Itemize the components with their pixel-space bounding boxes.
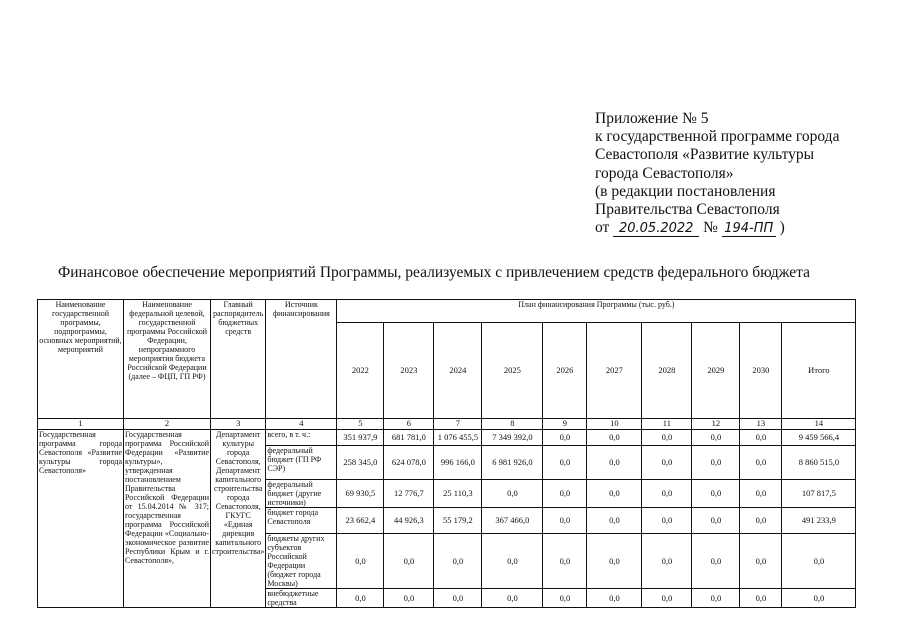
column-number: 14 [782,419,856,430]
page-title: Финансовое обеспечение мероприятий Программы, реализуемых с привлечением средств федерального бюджета [58,264,811,281]
value-cell: 1 076 455,5 [434,430,482,446]
value-cell: 0,0 [740,480,782,508]
value-cell: 996 166,0 [434,446,482,480]
header-plan: План финансирования Программы (тыс. руб.) [337,300,856,323]
value-cell: 6 981 926,0 [482,446,543,480]
value-cell: 0,0 [434,534,482,589]
column-number: 12 [692,419,740,430]
value-cell: 0,0 [587,480,642,508]
value-cell: 0,0 [642,534,692,589]
value-cell: 0,0 [587,508,642,534]
header-year: 2025 [482,323,543,419]
value-cell: 258 345,0 [337,446,384,480]
value-cell: 0,0 [543,430,587,446]
value-cell: 681 781,0 [384,430,434,446]
value-cell: 44 926,3 [384,508,434,534]
value-cell: 0,0 [692,480,740,508]
value-cell: 0,0 [587,589,642,608]
value-cell: 0,0 [543,446,587,480]
total-cell: 0,0 [782,589,856,608]
program-name-cell: Государственная программа города Севастополя «Развитие культуры города Севастополя» [38,430,124,608]
value-cell: 0,0 [642,508,692,534]
value-cell: 0,0 [384,589,434,608]
value-cell: 0,0 [692,508,740,534]
appendix-line: Приложение № 5 [595,110,709,127]
total-cell: 8 860 515,0 [782,446,856,480]
column-numbers-row [38,419,856,430]
value-cell: 23 662,4 [337,508,384,534]
source-cell: внебюджетные средства [266,589,337,608]
value-cell: 0,0 [740,446,782,480]
value-cell: 0,0 [482,589,543,608]
source-cell: всего, в т. ч.: [266,430,337,446]
fcp-cell: Государственная программа Российской Федерации «Развитие культуры», утвержденная постановлением Правительства Российской Федерации от 15.04.2014 № 317; государственная программа Российской Федерации «Социально-экономическое развитие Республики Крым и г. Севастополя», [124,430,211,608]
column-number: 2 [124,419,211,430]
value-cell: 55 179,2 [434,508,482,534]
header-year: 2023 [384,323,434,419]
header-year: 2026 [543,323,587,419]
value-cell: 0,0 [692,589,740,608]
column-number: 5 [337,419,384,430]
column-number: 8 [482,419,543,430]
total-cell: 107 817,5 [782,480,856,508]
value-cell: 0,0 [543,534,587,589]
closing-paren: ) [779,219,785,237]
value-cell: 0,0 [482,480,543,508]
column-number: 13 [740,419,782,430]
value-cell: 0,0 [642,430,692,446]
value-cell: 0,0 [434,589,482,608]
appendix-line: Севастополя «Развитие культуры [595,146,815,164]
appendix-date-line [595,219,895,237]
value-cell: 351 937,9 [337,430,384,446]
value-cell: 0,0 [337,589,384,608]
value-cell: 0,0 [642,589,692,608]
header-fcp: Наименование федеральной целевой, государственной программы Российской Федерации, непрограммного мероприятия бюджета Российской Федерации (далее – ФЦП, ГП РФ) [124,300,211,419]
value-cell: 0,0 [740,589,782,608]
value-cell: 0,0 [642,480,692,508]
header-program: Наименование государственной программы, подпрограммы, основных мероприятий, мероприятий [38,300,124,419]
appendix-line: к государственной программе города [595,128,840,146]
value-cell: 0,0 [692,430,740,446]
header-year: 2030 [740,323,782,419]
value-cell: 0,0 [543,508,587,534]
handwritten-date: 20.05.2022 [613,222,699,237]
column-number: 1 [38,419,124,430]
value-cell: 0,0 [740,430,782,446]
value-cell: 7 349 392,0 [482,430,543,446]
header-year: 2024 [434,323,482,419]
header-year: 2022 [337,323,384,419]
value-cell: 12 776,7 [384,480,434,508]
appendix-line: (в редакции постановления [595,182,776,200]
column-number: 7 [434,419,482,430]
value-cell: 0,0 [740,508,782,534]
total-cell: 9 459 566,4 [782,430,856,446]
column-number: 3 [211,419,266,430]
value-cell: 0,0 [740,534,782,589]
value-cell: 25 110,3 [434,480,482,508]
header-total: Итого [782,323,856,419]
source-cell: бюджет города Севастополя [266,508,337,534]
value-cell: 0,0 [384,534,434,589]
value-cell: 0,0 [642,446,692,480]
value-cell: 0,0 [543,589,587,608]
value-cell: 69 930,5 [337,480,384,508]
header-year: 2029 [692,323,740,419]
source-cell: федеральный бюджет (другие источники) [266,480,337,508]
source-cell: бюджеты других субъектов Российской Федерации (бюджет города Москвы) [266,534,337,589]
from-label: от [595,219,610,237]
total-cell: 491 233,9 [782,508,856,534]
header-year: 2028 [642,323,692,419]
value-cell: 0,0 [482,534,543,589]
header-source: Источник финансирования [266,300,337,419]
value-cell: 0,0 [337,534,384,589]
column-number: 6 [384,419,434,430]
value-cell: 0,0 [587,430,642,446]
header-responsible: Главный распорядитель бюджетных средств [211,300,266,419]
column-number: 4 [266,419,337,430]
value-cell: 0,0 [587,534,642,589]
financing-table [37,299,856,608]
value-cell: 0,0 [692,534,740,589]
value-cell: 0,0 [692,446,740,480]
appendix-line: города Севастополя» [595,164,734,182]
value-cell: 0,0 [543,480,587,508]
header-year: 2027 [587,323,642,419]
column-number: 9 [543,419,587,430]
table-row [38,430,856,446]
appendix-block [595,110,895,237]
value-cell: 367 466,0 [482,508,543,534]
handwritten-number: 194-ПП [722,222,776,237]
responsible-cell: Департамент культуры города Севастополя, Департамент капитального строительства города Севастополя, ГКУГС «Единая дирекция капитального строительства» [211,430,266,608]
value-cell: 624 078,0 [384,446,434,480]
column-number: 11 [642,419,692,430]
column-number: 10 [587,419,642,430]
total-cell: 0,0 [782,534,856,589]
header-row [38,300,856,323]
value-cell: 0,0 [587,446,642,480]
appendix-line: Правительства Севастополя [595,201,780,219]
source-cell: федеральный бюджет (ГП РФ СЭР) [266,446,337,480]
number-label: № [703,219,718,237]
